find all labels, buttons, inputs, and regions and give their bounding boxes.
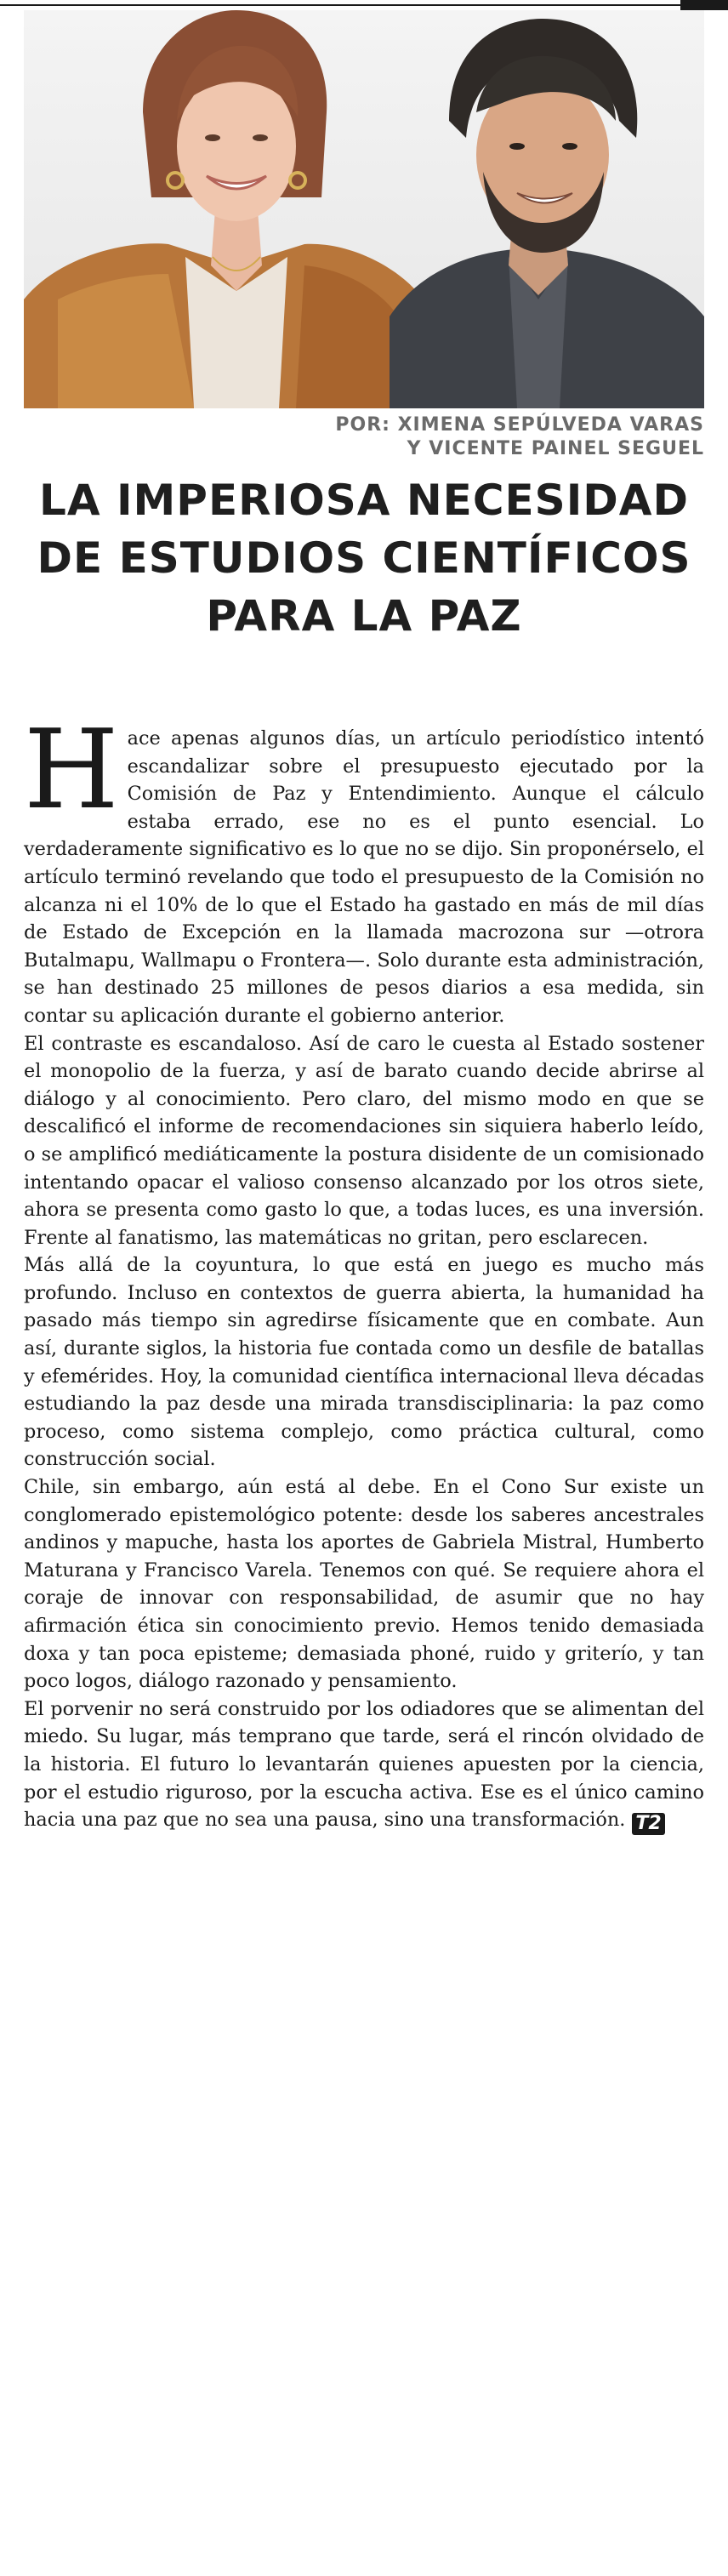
top-rule (0, 0, 728, 10)
top-corner-block (680, 0, 728, 10)
byline-line-1: POR: XIMENA SEPÚLVEDA VARAS (335, 414, 704, 436)
paragraph-1 (24, 707, 704, 1030)
paragraph-5 (24, 1695, 704, 1835)
byline-line-2: Y VICENTE PAINEL SEGUEL (407, 438, 704, 459)
paragraph-1-text: ace apenas algunos días, un artículo periodístico intentó escandalizar sobre el presupuesto ejecutado por la Comisión de Paz y Entendimiento. Aunque el cálculo estaba errado, ese no es el punto esencial. Lo verdaderamente significativo es lo que no se dijo. Sin proponérselo, el artículo terminó revelando que todo el presupuesto de la Comisión no alcanza ni el 10% de lo que el Estado ha gastado en más de mil días de Estado de Excepción en la llamada macrozona sur —otrora Butalmapu, Wallmapu o Frontera—. Solo durante esta administración, se han destinado 25 millones de pesos diarios a esa medida, sin contar su aplicación durante el gobierno anterior. (24, 727, 704, 1027)
authors-photo (24, 10, 704, 408)
paragraph-5-text: El porvenir no será construido por los odiadores que se alimentan del miedo. Su lugar, más temprano que tarde, será el rincón olvidado de la historia. El futuro lo levantarán quienes apuesten por la ciencia, por el estudio riguroso, por la escucha activa. Ese es el único camino hacia una paz que no sea una pausa, sino una transformación. (24, 1697, 704, 1832)
top-rule-line (0, 4, 680, 6)
byline (335, 413, 704, 461)
headline-line-3: PARA LA PAZ (206, 591, 522, 641)
end-mark-logo: T2 (632, 1813, 664, 1835)
headline (24, 471, 704, 645)
drop-cap: H (24, 707, 119, 834)
paragraph-4: Chile, sin embargo, aún está al debe. En el Cono Sur existe un conglomerado epistemológico potente: desde los saberes ancestrales andinos y mapuche, hasta los aportes de Gabriela Mistral, Humberto Maturana y Francisco Varela. Tenemos con qué. Se requiere ahora el coraje de innovar con responsabilidad, de asumir que no hay afirmación ética sin conocimiento previo. Hemos tenido demasiada doxa y tan poca episteme; demasiada phoné, ruido y griterío, y tan poco logos, diálogo razonado y pensamiento. (24, 1476, 704, 1693)
paragraph-3: Más allá de la coyuntura, lo que está en juego es mucho más profundo. Incluso en contextos de guerra abierta, la humanidad ha pasado más tiempo sin agredirse físicamente que en combate. Aun así, durante siglos, la historia fue contada como un desfile de batallas y efemérides. Hoy, la comunidad científica internacional lleva décadas estudiando la paz desde una mirada transdisciplinaria: la paz como proceso, como sistema complejo, como práctica cultural, como construcción social. (24, 1254, 704, 1471)
headline-line-2: DE ESTUDIOS CIENTÍFICOS (37, 533, 691, 583)
headline-line-1: LA IMPERIOSA NECESIDAD (38, 476, 690, 525)
paragraph-2: El contraste es escandaloso. Así de caro le cuesta al Estado sostener el monopolio de la fuerza, y así de barato cuando decide abrirse al diálogo y al conocimiento. Pero claro, del mismo modo en que se descalificó el informe de recomendaciones sin siquiera haberlo leído, o se amplificó mediáticamente la postura disidente de un comisionado intentando opacar el valioso consenso alcanzado por los otros siete, ahora se presenta como gasto lo que, a todas luces, es una inversión. Frente al fanatismo, las matemáticas no gritan, pero esclarecen. (24, 1032, 704, 1249)
authors-photo-illustration (24, 10, 704, 408)
article-body (24, 707, 704, 1835)
